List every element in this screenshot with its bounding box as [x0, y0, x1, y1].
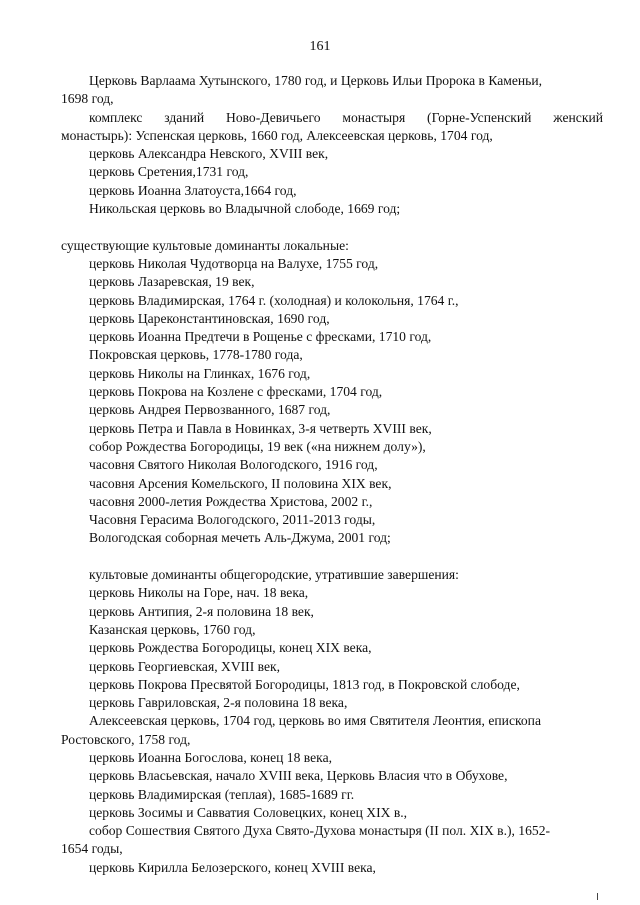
text-line: церковь Владимирская, 1764 г. (холодная) и колокольня, 1764 г., [89, 292, 459, 308]
text-line: церковь Владимирская (теплая), 1685-1689 гг. [89, 786, 355, 802]
text-line: Ростовского, 1758 год, [61, 731, 191, 747]
text-line: комплекс зданий Ново-Девичьего монастыря (Горне-Успенский женский [89, 109, 603, 125]
text-line: церковь Власьевская, начало XVIII века, Церковь Власия что в Обухове, [89, 768, 508, 784]
text-line: церковь Александра Невского, XVIII век, [89, 146, 329, 162]
text-line: церковь Гавриловская, 2-я половина 18 века, [89, 695, 348, 711]
text-line: церковь Антипия, 2-я половина 18 век, [89, 603, 314, 619]
text-line: церковь Лазаревская, 19 век, [89, 274, 255, 290]
section-heading: существующие культовые доминанты локальные: [61, 237, 349, 253]
document-body [61, 72, 603, 877]
text-line: монастырь): Успенская церковь, 1660 год, Алексеевская церковь, 1704 год, [61, 127, 493, 143]
text-line: Никольская церковь во Владычной слободе, 1669 год; [89, 201, 401, 217]
scan-mark [597, 893, 598, 900]
text-line: церковь Иоанна Предтечи в Рощенье с фресками, 1710 год, [89, 329, 432, 345]
text-line: 1654 годы, [61, 841, 123, 857]
text-line: собор Рождества Богородицы, 19 век («на нижнем долу»), [89, 438, 426, 454]
text-line: 1698 год, [61, 91, 114, 107]
text-line: часовня Арсения Комельского, II половина XIX век, [89, 475, 392, 491]
text-line: церковь Покрова Пресвятой Богородицы, 1813 год, в Покровской слободе, [89, 676, 520, 692]
paragraph-gap [61, 218, 603, 236]
text-line: церковь Николы на Глинках, 1676 год, [89, 365, 311, 381]
text-line: церковь Цареконстантиновская, 1690 год, [89, 310, 330, 326]
text-line: Алексеевская церковь, 1704 год, церковь во имя Святителя Леонтия, епископа [89, 713, 541, 729]
text-line: церковь Зосимы и Савватия Соловецких, конец XIX в., [89, 804, 408, 820]
paragraph-gap [61, 548, 603, 566]
text-line: часовня 2000-летия Рождества Христова, 2002 г., [89, 493, 373, 509]
text-line: церковь Николы на Горе, нач. 18 века, [89, 585, 309, 601]
text-line: церковь Андрея Первозванного, 1687 год, [89, 402, 331, 418]
text-line: церковь Кирилла Белозерского, конец XVIII века, [89, 859, 376, 875]
text-line: церковь Георгиевская, XVIII век, [89, 658, 281, 674]
page-number: 161 [309, 39, 331, 54]
text-line: Церковь Варлаама Хутынского, 1780 год, и Церковь Ильи Пророка в Каменьи, [89, 73, 543, 88]
section-heading: культовые доминанты общегородские, утратившие завершения: [89, 567, 459, 583]
text-line: собор Сошествия Святого Духа Свято-Духова монастыря (II пол. XIX в.), 1652- [89, 823, 551, 839]
text-line: Часовня Герасима Вологодского, 2011-2013 годы, [89, 512, 376, 528]
text-line: церковь Покрова на Козлене с фресками, 1704 год, [89, 384, 383, 400]
text-line: часовня Святого Николая Вологодского, 1916 год, [89, 457, 378, 473]
text-line: Покровская церковь, 1778-1780 года, [89, 347, 303, 363]
text-line: Вологодская соборная мечеть Аль-Джума, 2001 год; [89, 530, 391, 546]
text-line: церковь Николая Чудотворца на Валухе, 1755 год, [89, 255, 379, 271]
text-line: церковь Сретения,1731 год, [89, 164, 249, 180]
text-line: церковь Иоанна Златоуста,1664 год, [89, 182, 297, 198]
text-line: Казанская церковь, 1760 год, [89, 621, 256, 637]
text-line: церковь Рождества Богородицы, конец XIX века, [89, 640, 372, 656]
text-line: церковь Петра и Павла в Новинках, 3-я четверть XVIII век, [89, 420, 432, 436]
text-line: церковь Иоанна Богослова, конец 18 века, [89, 749, 333, 765]
